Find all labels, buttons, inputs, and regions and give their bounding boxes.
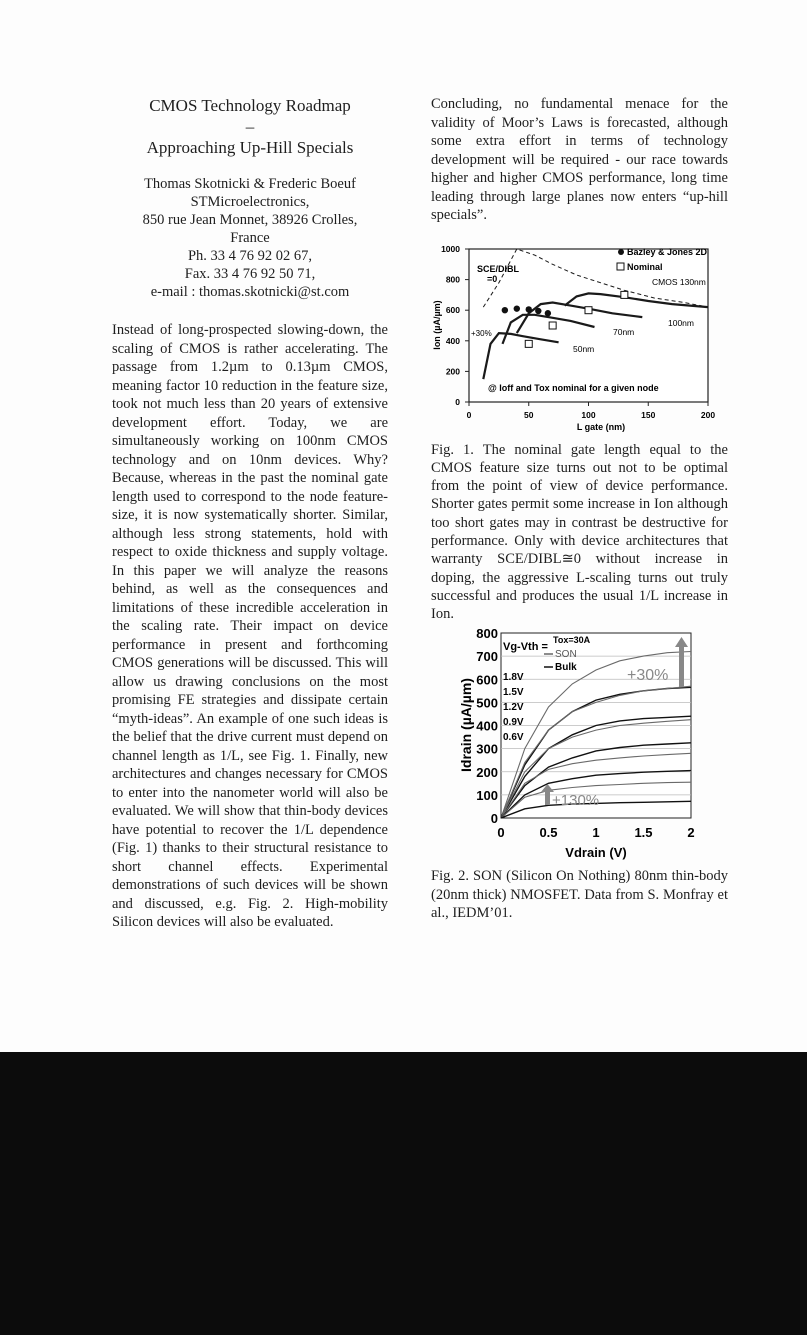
paper-title-line2: Approaching Up-Hill Specials <box>146 138 354 157</box>
fig1-annotation-70nm: 70nm <box>613 326 635 337</box>
fig1-legend-marker-nominal <box>617 263 624 270</box>
fig1-y-tick-label: 400 <box>445 335 460 346</box>
fig2-vg-1-8: 1.8V <box>503 672 524 684</box>
fig2-y-tick-label: 200 <box>476 765 498 781</box>
phone: Ph. 33 4 76 92 02 67, <box>187 248 313 264</box>
fig1-legend-nominal: Nominal <box>627 261 663 272</box>
author-names: Thomas Skotnicki & Frederic Boeuf <box>144 176 356 192</box>
fig2-x-tick-label: 0.5 <box>539 825 558 841</box>
paper-title-line1: CMOS Technology Roadmap <box>149 96 351 115</box>
fig2-y-tick-label: 600 <box>476 672 498 688</box>
fig1-annotation-100nm: 100nm <box>668 317 694 328</box>
figure-1-chart <box>431 235 728 435</box>
fig1-point-nominal <box>585 306 592 313</box>
fig2-y-tick-label: 300 <box>476 742 498 758</box>
fig1-x-tick-label: 50 <box>524 409 534 420</box>
address: 850 rue Jean Monnet, 38926 Crolles, <box>142 212 358 228</box>
fig2-vg-0-9: 0.9V <box>503 717 524 729</box>
fig2-x-axis-label: Vdrain (V) <box>565 845 627 861</box>
fig1-annotation-zero: =0 <box>487 273 498 284</box>
fig1-point-bazley <box>514 305 520 311</box>
fig1-y-tick-label: 600 <box>445 304 460 315</box>
paper-title-dash: – <box>245 117 255 136</box>
left-column <box>112 95 388 932</box>
fig2-vg-1-2: 1.2V <box>503 702 524 714</box>
fig1-x-tick-label: 0 <box>466 409 472 420</box>
fig1-annotation-note: @ Ioff and Tox nominal for a given node <box>488 382 659 393</box>
fig2-legend-title: Tox=30A <box>553 635 591 646</box>
fig2-legend-son: SON <box>555 649 577 661</box>
fig1-point-bazley <box>535 307 541 313</box>
fig2-arrow-130-shaft <box>545 791 550 805</box>
right-column <box>431 95 728 922</box>
body-paragraph-left: Instead of long-prospected slowing-down, the scaling of CMOS is rather accelerating. The passage from 1.2µm to 0.13µm CMOS, meaning factor 10 reduction in the feature size, took not much less than 20 years of extensive development effort. Today, we are simultaneously working on 100nm CMOS technology and on 10nm devices. Why? Because, whereas in the past the nominal gate length used to correspond to the node feature-size, it is now systematically shorter. Similar, although less strong statements, hold with respect to oxide thickness and supply voltage. In this paper we will analyze the reasons behind, as well as the consequences and limitations of these incredible acceleration in the scaling rate. Their impact on device performance in present and forthcoming CMOS generations will be discussed. This will allow us drawing conclusions on the most promising FE strategies and dissipate certain “myth-ideas”. An example of one such ideas is the belief that the drive current must depend on channel length as 1/L, see Fig. 1. Finally, new architectures and changes necessary for CMOS to enter into the nanometer world will also be evaluated. We will show that thin-body devices have potential to recover the 1/L dependence (Fig. 1) thanks to their structural resistance to short channel effects. Experimental demonstrations of such devices will be shown and discussed, e.g. Fig. 2. High-mobility Silicon devices will also be evaluated. <box>112 322 388 930</box>
author-block <box>112 175 388 301</box>
fig2-y-tick-label: 0 <box>490 811 498 827</box>
fig2-y-tick-label: 800 <box>476 626 498 642</box>
fig1-annotation-plus30: +30% <box>471 328 492 338</box>
fig2-vg-0-6: 0.6V <box>503 732 524 744</box>
body-paragraph-right: Concluding, no fundamental menace for the validity of Moor’s Laws is forecasted, although some extra effort in terms of technology development will be required - our race towards higher and higher CMOS performance, long time leading through large planes now enters “up-hill specials”. <box>431 96 728 223</box>
fig1-y-axis-label: Ion (µA/µm) <box>432 299 442 350</box>
fig1-legend-bazley: Bazley & Jones 2D <box>627 246 708 257</box>
fig1-point-nominal <box>621 291 628 298</box>
fig1-x-tick-label: 100 <box>581 409 596 420</box>
fig2-y-tick-label: 400 <box>476 718 498 734</box>
fig1-point-nominal <box>549 322 556 329</box>
affiliation: STMicroelectronics, <box>190 194 310 210</box>
country: France <box>230 230 270 246</box>
fig1-y-tick-label: 800 <box>445 274 460 285</box>
figure-2-caption: Fig. 2. SON (Silicon On Nothing) 80nm thin-body (20nm thick) NMOSFET. Data from S. Monfray et al., IEDM’01. <box>431 868 728 922</box>
fig1-annotation-cmos130: CMOS 130nm <box>652 276 706 287</box>
fig2-x-tick-label: 2 <box>687 825 695 841</box>
fig1-point-bazley <box>502 307 508 313</box>
fig2-arrow-30-shaft <box>679 645 684 687</box>
fig1-x-axis-label: L gate (nm) <box>576 421 626 432</box>
fig2-vg-1-5: 1.5V <box>503 687 524 699</box>
fig1-y-tick-label: 1000 <box>441 243 460 254</box>
fig1-x-tick-label: 200 <box>700 409 716 420</box>
fax: Fax. 33 4 76 92 50 71, <box>184 266 316 282</box>
fig1-y-tick-label: 0 <box>455 396 460 407</box>
figure-2-chart <box>431 625 728 865</box>
fig1-point-bazley <box>526 306 532 312</box>
fig1-x-tick-label: 150 <box>641 409 656 420</box>
fig1-legend-marker-bazley <box>618 249 624 255</box>
fig2-annotation-plus30: +30% <box>627 667 669 685</box>
scanner-background <box>0 1052 807 1335</box>
fig1-point-bazley <box>545 310 551 316</box>
fig2-x-tick-label: 0 <box>497 825 505 841</box>
fig2-x-tick-label: 1.5 <box>634 825 653 841</box>
fig1-y-tick-label: 200 <box>445 365 460 376</box>
fig1-annotation-scedibl: SCE/DIBL <box>477 263 520 274</box>
fig2-y-tick-label: 100 <box>476 788 498 804</box>
fig2-y-tick-label: 500 <box>476 695 498 711</box>
fig2-x-tick-label: 1 <box>592 825 600 841</box>
fig2-annotation-plus130: +130% <box>552 792 600 810</box>
fig2-legend-bulk: Bulk <box>555 662 577 674</box>
fig2-vg-title: Vg-Vth = <box>503 641 548 654</box>
fig2-y-axis-label: Idrain (µA/µm) <box>458 678 474 773</box>
figure-1-caption: Fig. 1. The nominal gate length equal to the CMOS feature size turns out not to be optimal from the point of view of device performance. Shorter gates permit some increase in Ion although too short gates may in contrast be destructive for performance. Only with device architectures that warranty SCE/DIBL≅0 without increase in doping, the aggressive L-scaling turns out truly successful and produces the usual 1/L increase in Ion. <box>431 441 728 623</box>
fig1-annotation-50nm: 50nm <box>573 343 595 354</box>
fig2-y-tick-label: 700 <box>476 649 498 665</box>
fig1-point-nominal <box>525 340 532 347</box>
email: e-mail : thomas.skotnicki@st.com <box>150 284 350 300</box>
